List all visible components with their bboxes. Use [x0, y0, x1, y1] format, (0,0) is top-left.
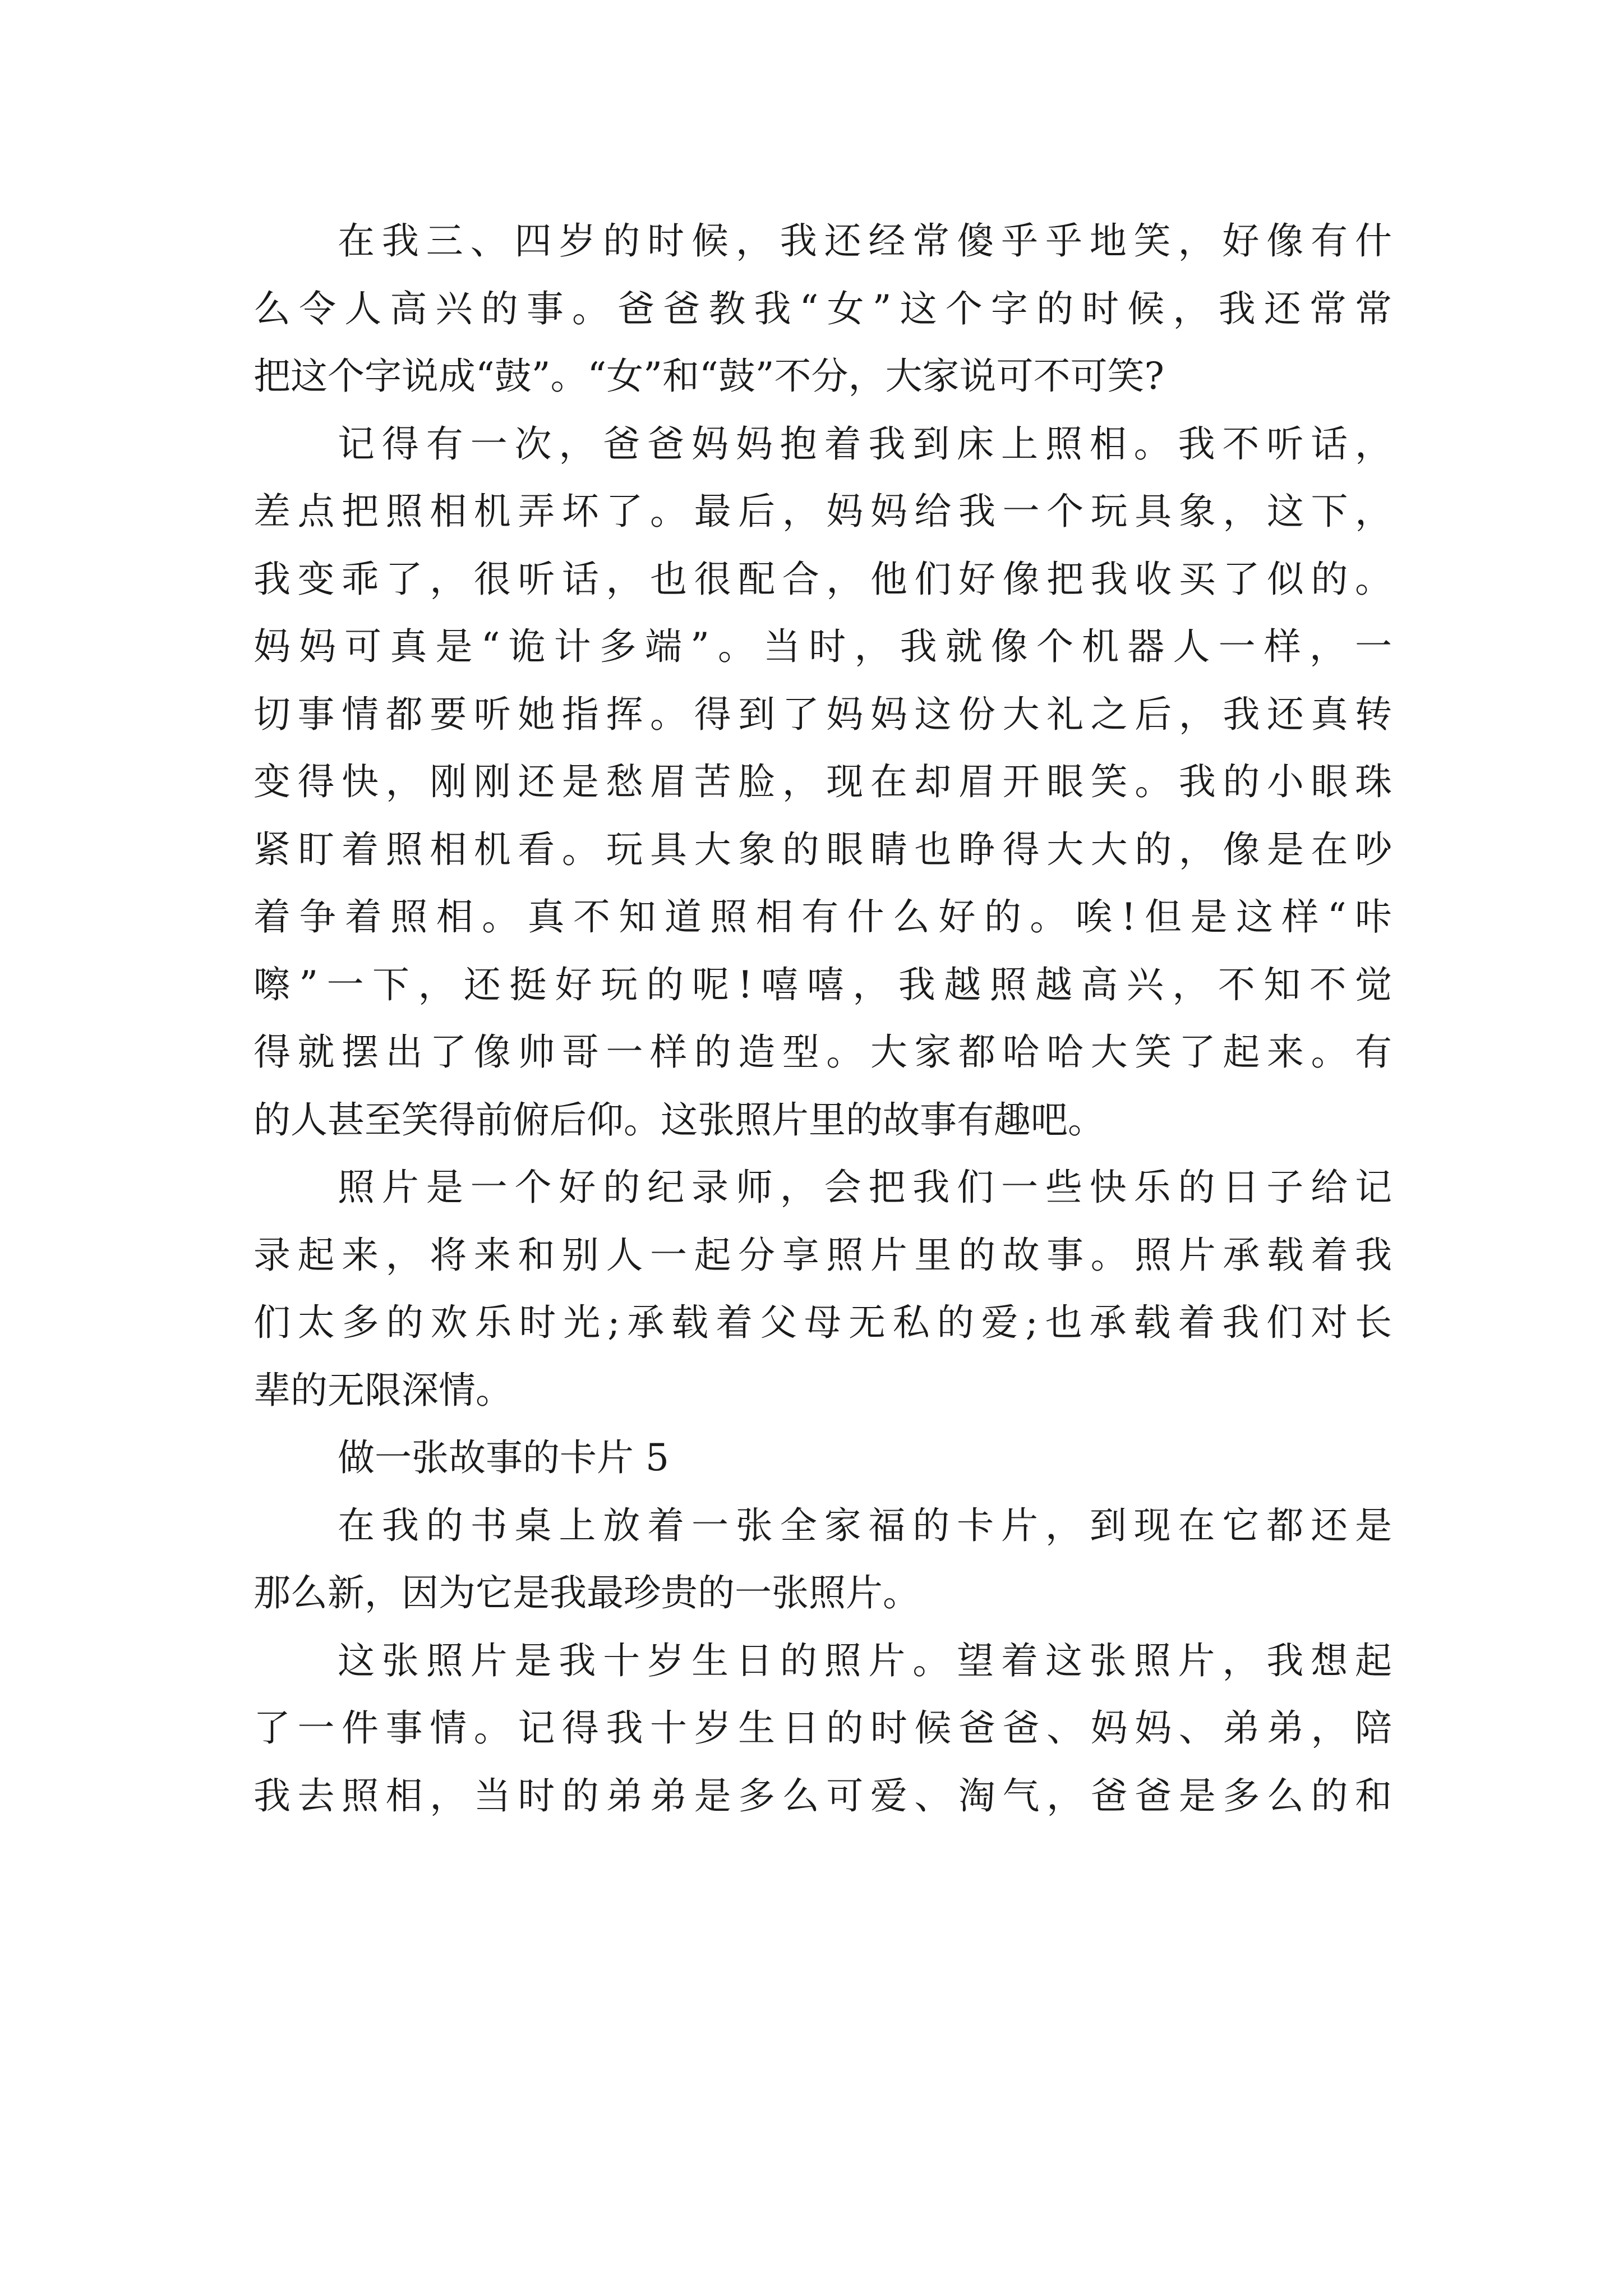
text-line: 录起来，将来和别人一起分享照片里的故事。照片承载着我: [253, 1233, 1392, 1277]
text-line: 辈的无限深情。: [253, 1368, 513, 1412]
text-line: 们太多的欢乐时光;承载着父母无私的爱;也承载着我们对长: [253, 1301, 1392, 1344]
text-line: 我变乖了，很听话，也很配合，他们好像把我收买了似的。: [253, 557, 1392, 601]
text-line: 得就摆出了像帅哥一样的造型。大家都哈哈大笑了起来。有: [253, 1030, 1392, 1074]
heading-text: 做一张故事的卡片 5: [338, 1436, 669, 1479]
text-line: 切事情都要听她指挥。得到了妈妈这份大礼之后，我还真转: [253, 692, 1392, 736]
paragraph: [253, 1154, 1392, 1424]
paragraph: [253, 1492, 1392, 1627]
text-line: 紧盯着照相机看。玩具大象的眼睛也睁得大大的，像是在吵: [253, 827, 1392, 871]
text-line: 这张照片是我十岁生日的照片。望着这张照片，我想起: [338, 1639, 1392, 1682]
text-line: 我去照相，当时的弟弟是多么可爱、淘气，爸爸是多么的和: [253, 1774, 1392, 1818]
text-line: 么令人高兴的事。爸爸教我“女”这个字的时候，我还常常: [253, 287, 1392, 330]
paragraph: [253, 1627, 1392, 1830]
text-line: 着争着照相。真不知道照相有什么好的。唉!但是这样“咔: [253, 895, 1392, 938]
document-body: [253, 208, 1392, 1830]
text-line: 了一件事情。记得我十岁生日的时候爸爸、妈妈、弟弟，陪: [253, 1706, 1392, 1750]
text-line: 那么新，因为它是我最珍贵的一张照片。: [253, 1571, 920, 1614]
text-line: 的人甚至笑得前俯后仰。这张照片里的故事有趣吧。: [253, 1098, 1105, 1142]
text-line: 记得有一次，爸爸妈妈抱着我到床上照相。我不听话，: [338, 422, 1392, 466]
text-line: 在我的书桌上放着一张全家福的卡片，到现在它都还是: [338, 1503, 1392, 1547]
paragraph: [253, 411, 1392, 1154]
text-line: 嚓”一下，还挺好玩的呢!嘻嘻，我越照越高兴，不知不觉: [253, 963, 1392, 1006]
text-line: 在我三、四岁的时候，我还经常傻乎乎地笑，好像有什: [338, 219, 1392, 263]
text-line: 妈妈可真是“诡计多端”。当时，我就像个机器人一样，一: [253, 625, 1392, 668]
paragraph: [253, 208, 1392, 411]
text-line: 把这个字说成“鼓”。“女”和“鼓”不分，大家说可不可笑?: [253, 355, 1164, 398]
section-heading: [253, 1424, 1392, 1492]
text-line: 变得快，刚刚还是愁眉苦脸，现在却眉开眼笑。我的小眼珠: [253, 760, 1392, 803]
text-line: 差点把照相机弄坏了。最后，妈妈给我一个玩具象，这下，: [253, 490, 1392, 533]
text-line: 照片是一个好的纪录师，会把我们一些快乐的日子给记: [338, 1166, 1392, 1209]
